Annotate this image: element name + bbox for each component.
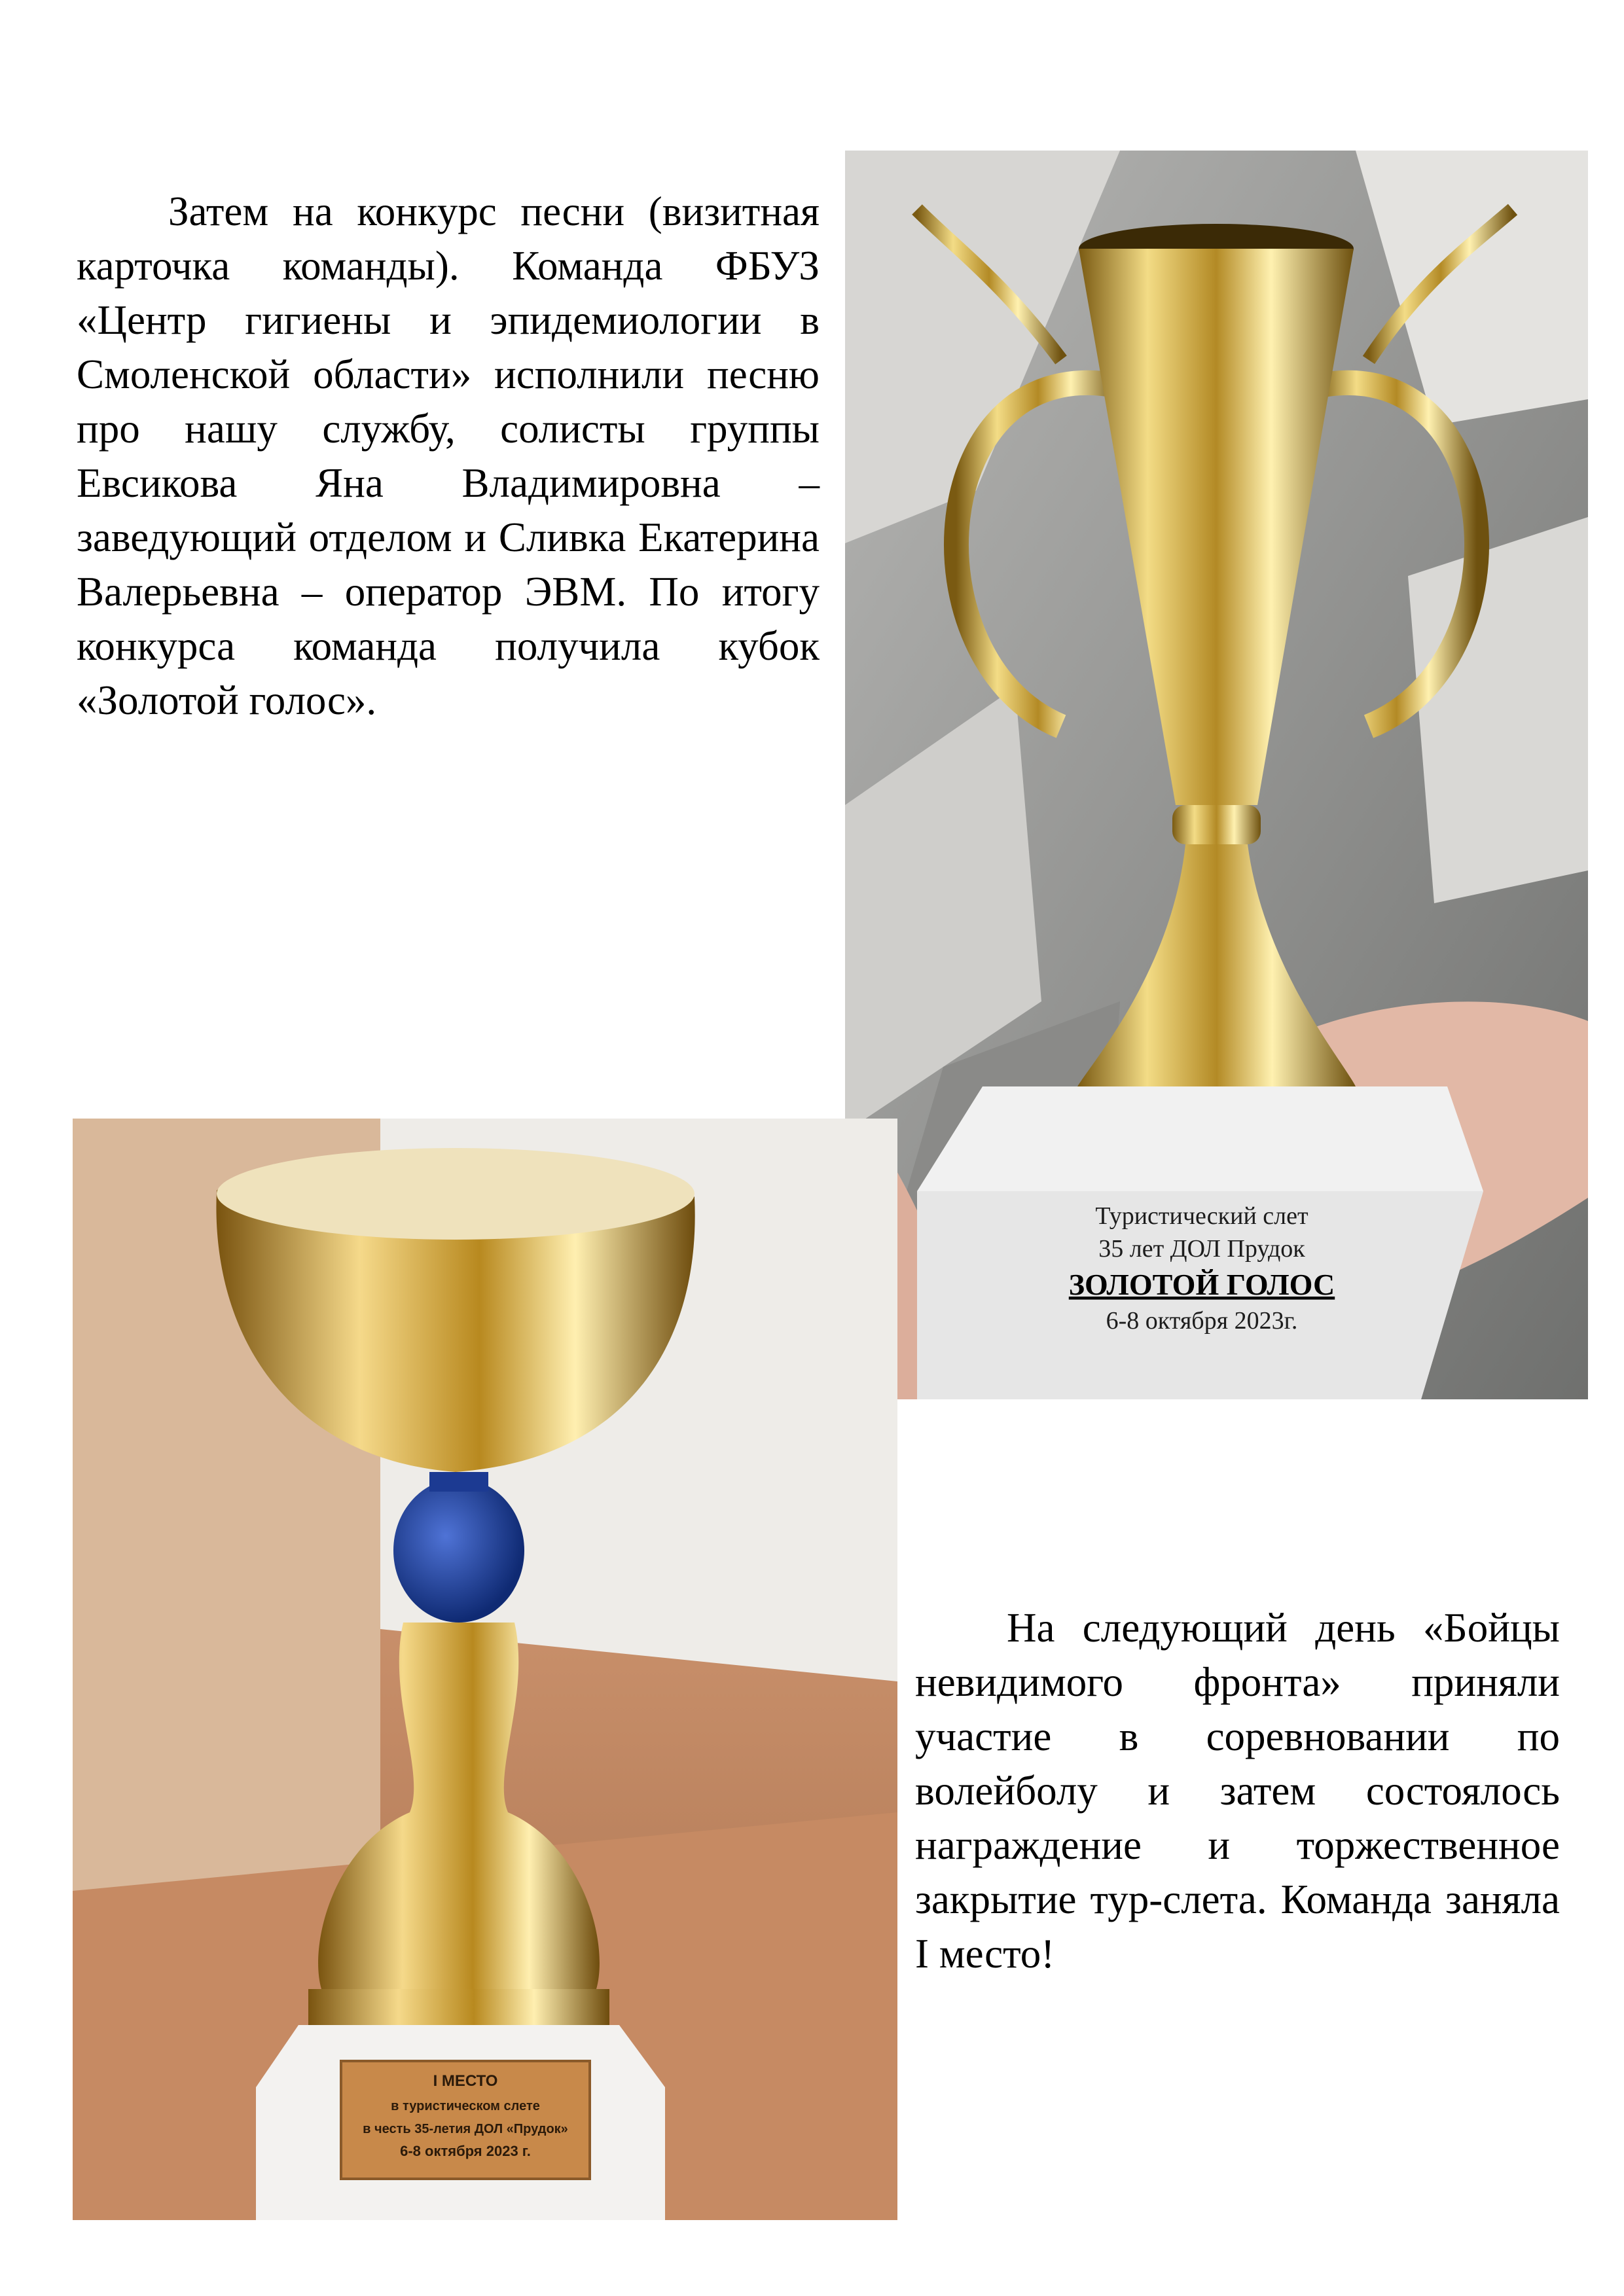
paragraph-volleyball: На следующий день «Бойцы невидимого фронта» приняли участие в соревновании по волейболу и затем состоялось награждение и торжественное закрытие тур-слета. Команда заняла I место! xyxy=(915,1605,1560,1977)
bronze-plate-line-2: в туристическом слете xyxy=(391,2099,540,2113)
plate-line-3: ЗОЛОТОЙ ГОЛОС xyxy=(1068,1268,1335,1301)
plate-line-2: 35 лет ДОЛ Прудок xyxy=(1098,1235,1305,1263)
plate-line-1: Туристический слет xyxy=(1095,1202,1308,1230)
photo-first-place-cup xyxy=(73,1119,897,2220)
golden-voice-cup-image xyxy=(845,151,1588,1399)
bronze-plate-line-4: 6-8 октября 2023 г. xyxy=(400,2143,531,2159)
photo-golden-voice-cup xyxy=(845,151,1588,1399)
plate-line-4: 6-8 октября 2023г. xyxy=(1106,1307,1298,1335)
first-place-cup-image xyxy=(73,1119,897,2220)
paragraph-song-contest: Затем на конкурс песни (визитная карточка команды). Команда ФБУЗ «Центр гигиены и эпидемиологии в Смоленской области» исполнили песню про нашу службу, солисты группы Евсикова Яна Владимировна – заведующий отделом и Сливка Екатерина Валерьевна – оператор ЭВМ. По итогу конкурса команда получила кубок «Золотой голос». xyxy=(77,188,820,723)
bronze-plate-line-1: I МЕСТО xyxy=(433,2072,498,2090)
bronze-plate-line-3: в честь 35-летия ДОЛ «Прудок» xyxy=(363,2122,568,2136)
